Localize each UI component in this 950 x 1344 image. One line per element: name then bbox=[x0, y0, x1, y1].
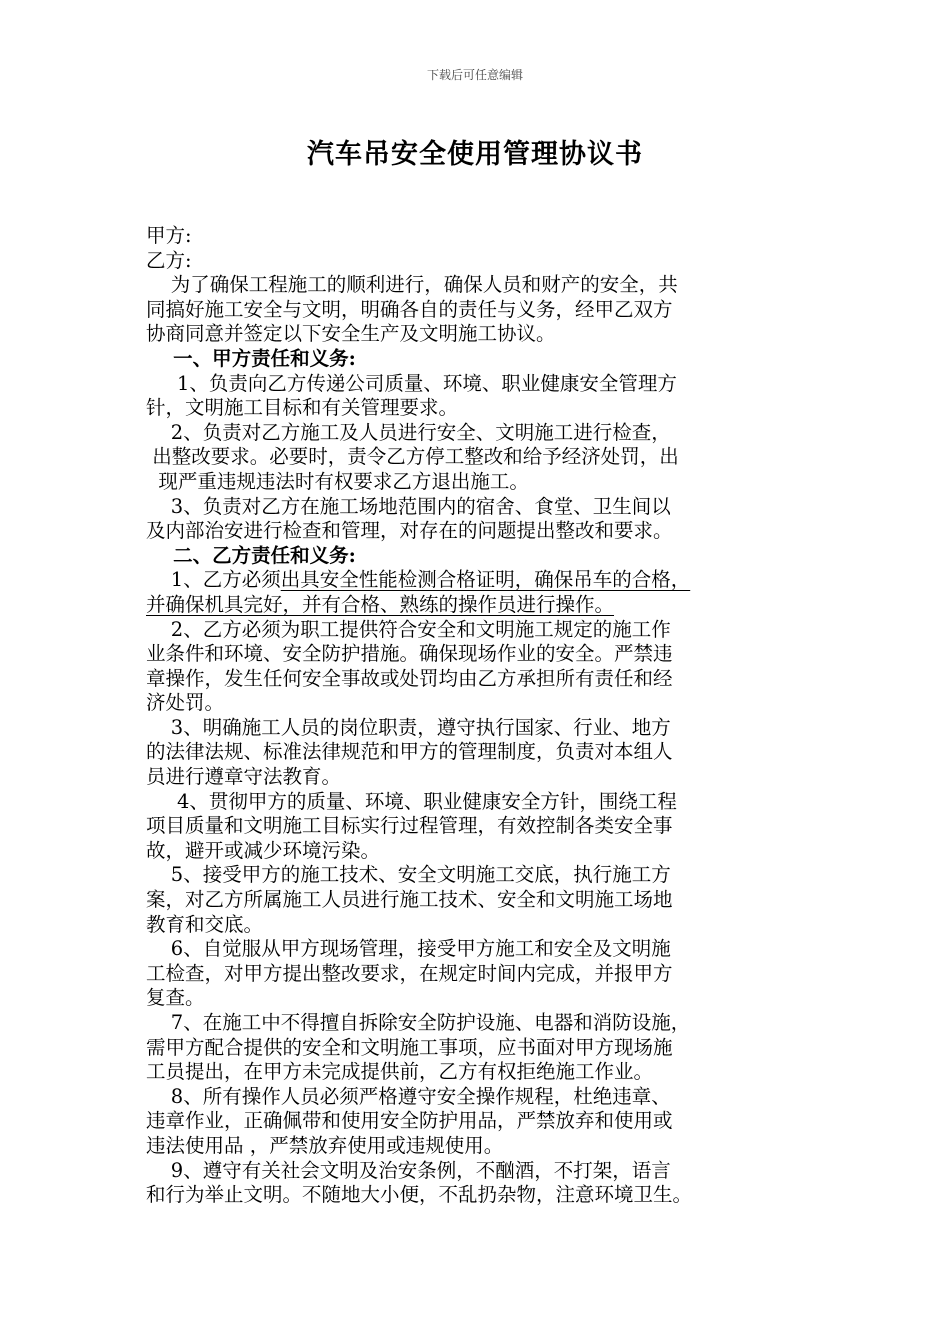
section-b-item-2-line: 济处罚。 bbox=[146, 691, 225, 715]
section-b-item-8-line: 违法使用品 ，严禁放弃使用或违规使用。 bbox=[146, 1133, 504, 1157]
section-b-item-2-line: 章操作，发生任何安全事故或处罚均由乙方承担所有责任和经 bbox=[146, 666, 673, 690]
section-b-item-3-line: 的法律法规、标准法律规范和甲方的管理制度，负责对本组人 bbox=[146, 740, 673, 764]
document-title: 汽车吊安全使用管理协议书 bbox=[307, 139, 643, 170]
section-b-item-7-line: 工员提出，在甲方未完成提供前，乙方有权拒绝施工作业。 bbox=[146, 1060, 654, 1084]
section-b-item-2-line: 业条件和环境、安全防护措施。确保现场作业的安全。严禁违 bbox=[146, 642, 673, 666]
section-a-item-1-line: 1、负责向乙方传递公司质量、环境、职业健康安全管理方 bbox=[146, 371, 677, 395]
intro-line: 同搞好施工安全与文明，明确各自的责任与义务，经甲乙双方 bbox=[146, 297, 673, 321]
section-b-heading: 二、乙方责任和义务: bbox=[146, 543, 356, 567]
section-b-item-6-line: 工检查，对甲方提出整改要求，在规定时间内完成，并报甲方 bbox=[146, 961, 673, 985]
section-a-item-2-line: 现严重违规违法时有权要求乙方退出施工。 bbox=[146, 469, 529, 493]
section-b-item-6-line: 复查。 bbox=[146, 986, 205, 1010]
section-b-item-9-line: 9、遵守有关社会文明及治安条例，不酗酒，不打架，语言 bbox=[146, 1158, 671, 1182]
section-b-item-1-line bbox=[146, 568, 836, 593]
section-a-item-3-line: 及内部治安进行检查和管理，对存在的问题提出整改和要求。 bbox=[146, 519, 673, 543]
section-b-item-2-line: 2、乙方必须为职工提供符合安全和文明施工规定的施工作 bbox=[146, 617, 671, 641]
intro-line: 为了确保工程施工的顺利进行，确保人员和财产的安全，共 bbox=[146, 273, 678, 297]
section-b-item-4-line: 4、贯彻甲方的质量、环境、职业健康安全方针，围绕工程 bbox=[146, 789, 677, 813]
section-a-item-2-line: 2、负责对乙方施工及人员进行安全、文明施工进行检查， bbox=[146, 420, 671, 444]
section-b-item-1-underlined: 出具安全性能检测合格证明，确保吊车的合格， bbox=[280, 568, 691, 592]
section-b-item-1-prefix: 1、乙方必须 bbox=[146, 568, 281, 592]
document-body bbox=[146, 224, 836, 1208]
section-a-item-3-line: 3、负责对乙方在施工场地范围内的宿舍、食堂、卫生间以 bbox=[146, 494, 671, 518]
section-b-item-5-line: 教育和交底。 bbox=[146, 912, 264, 936]
section-a-heading: 一、甲方责任和义务: bbox=[146, 346, 356, 370]
section-a-item-1-line: 针，文明施工目标和有关管理要求。 bbox=[146, 396, 459, 420]
party-a-line: 甲方: bbox=[146, 224, 192, 247]
section-a-item-2-line: 出整改要求。必要时，责令乙方停工整改和给予经济处罚，出 bbox=[146, 445, 679, 469]
section-b-item-3-line: 员进行遵章守法教育。 bbox=[146, 765, 342, 789]
section-b-item-7-line: 需甲方配合提供的安全和文明施工事项，应书面对甲方现场施 bbox=[146, 1035, 673, 1059]
intro-line: 协商同意并签定以下安全生产及文明施工协议。 bbox=[146, 322, 556, 346]
section-b-item-8-line: 违章作业，正确佩带和使用安全防护用品，严禁放弃和使用或 bbox=[146, 1109, 673, 1133]
section-b-item-8-line: 8、所有操作人员必须严格遵守安全操作规程，杜绝违章、 bbox=[146, 1084, 671, 1108]
section-b-item-5-line: 5、接受甲方的施工技术、安全文明施工交底，执行施工方 bbox=[146, 863, 671, 887]
section-b-item-6-line: 6、自觉服从甲方现场管理，接受甲方施工和安全及文明施 bbox=[146, 937, 671, 961]
party-b-line: 乙方: bbox=[146, 248, 192, 272]
section-b-item-7-line: 7、在施工中不得擅自拆除安全防护设施、电器和消防设施， bbox=[146, 1011, 691, 1034]
section-b-item-9-line: 和行为举止文明。不随地大小便，不乱扔杂物，注意环境卫生。 bbox=[146, 1183, 693, 1207]
header-note: 下载后可任意编辑 bbox=[426, 68, 523, 82]
section-b-item-1-line2: 并确保机具完好，并有合格、熟练的操作员进行操作。 bbox=[146, 592, 615, 616]
section-b-item-4-line: 故，避开或减少环境污染。 bbox=[146, 838, 381, 862]
section-b-item-3-line: 3、明确施工人员的岗位职责，遵守执行国家、行业、地方 bbox=[146, 715, 671, 739]
section-b-item-5-line: 案，对乙方所属施工人员进行施工技术、安全和文明施工场地 bbox=[146, 888, 673, 912]
section-b-item-4-line: 项目质量和文明施工目标实行过程管理，有效控制各类安全事 bbox=[146, 814, 673, 838]
